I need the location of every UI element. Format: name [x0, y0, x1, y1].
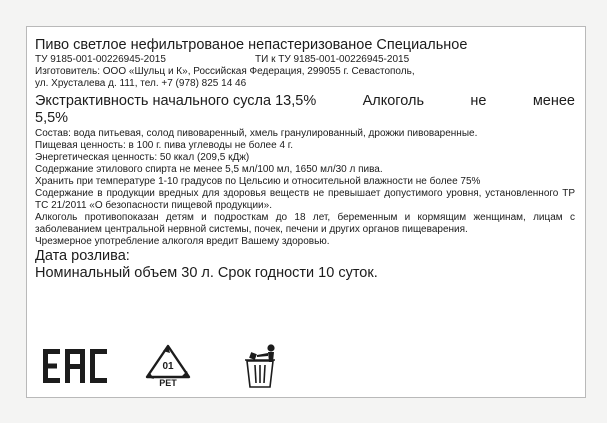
excess-warning: Чрезмерное употребление алкоголя вредит Вашему здоровью.: [35, 236, 330, 247]
alcohol-word1: Алкоголь: [362, 93, 425, 109]
manufacturer-line1: Изготовитель: ООО «Шульц и К», Российская Федерация, 299055 г. Севастополь,: [35, 66, 415, 77]
composition: Состав: вода питьевая, солод пивоваренный, хмель гранулированный, дрожжи пивоваренные.: [35, 128, 478, 139]
tu-right: ТИ к ТУ 9185-001-00226945-2015: [255, 54, 410, 65]
manufacturer-line2: ул. Хрусталева д. 111, тел. +7 (978) 825 14 46: [35, 78, 247, 89]
eac-mark-icon: [41, 347, 109, 385]
ethanol: Содержание этилового спирта не менее 5,5 мл/100 мл, 1650 мл/30 л пива.: [35, 164, 383, 175]
alcohol-word3: менее: [532, 93, 575, 109]
product-label: [26, 26, 586, 398]
product-title: Пиво светлое нефильтрованое непастеризованое Специальное: [35, 37, 468, 53]
certification-logos: [35, 345, 335, 389]
storage: Хранить при температуре 1-10 градусов по Цельсию и относительной влажности не более 75%: [35, 176, 481, 187]
harmful-substances: Содержание в продукции вредных для здоровья веществ не превышает допустимого уровня, установленного ТР ТС 21/2011 «О безопасности пищевой продукции».: [35, 188, 575, 211]
recycle-code: PET: [159, 378, 177, 387]
extract-alcohol-row: [35, 93, 575, 110]
recycle-icon: [141, 343, 195, 387]
bottling-date: Дата розлива:: [35, 248, 130, 264]
alcohol-value: 5,5%: [35, 110, 69, 126]
tu-row: [35, 54, 575, 66]
nutrition: Пищевая ценность: в 100 г. пива углеводы не более 4 г.: [35, 140, 293, 151]
recycle-symbol: [141, 343, 195, 392]
tu-left: ТУ 9185-001-00226945-2015: [35, 54, 166, 65]
recycle-number: 01: [162, 361, 174, 372]
volume-shelf-life: Номинальный объем 30 л. Срок годности 10 суток.: [35, 265, 378, 281]
extract-text: Экстрактивность начального сусла 13,5%: [35, 93, 317, 109]
alcohol-word2: не: [470, 93, 487, 109]
label-content: [35, 37, 575, 282]
dispose-in-bin-icon: [235, 343, 285, 389]
health-warning: Алкоголь противопоказан детям и подросткам до 18 лет, беременным и кормящим женщинам, лицам с заболеванием центральной нервной системы, почек, печени и других органов пищеварения.: [35, 212, 575, 235]
energy: Энергетическая ценность: 50 ккал (209,5 кДж): [35, 152, 250, 163]
